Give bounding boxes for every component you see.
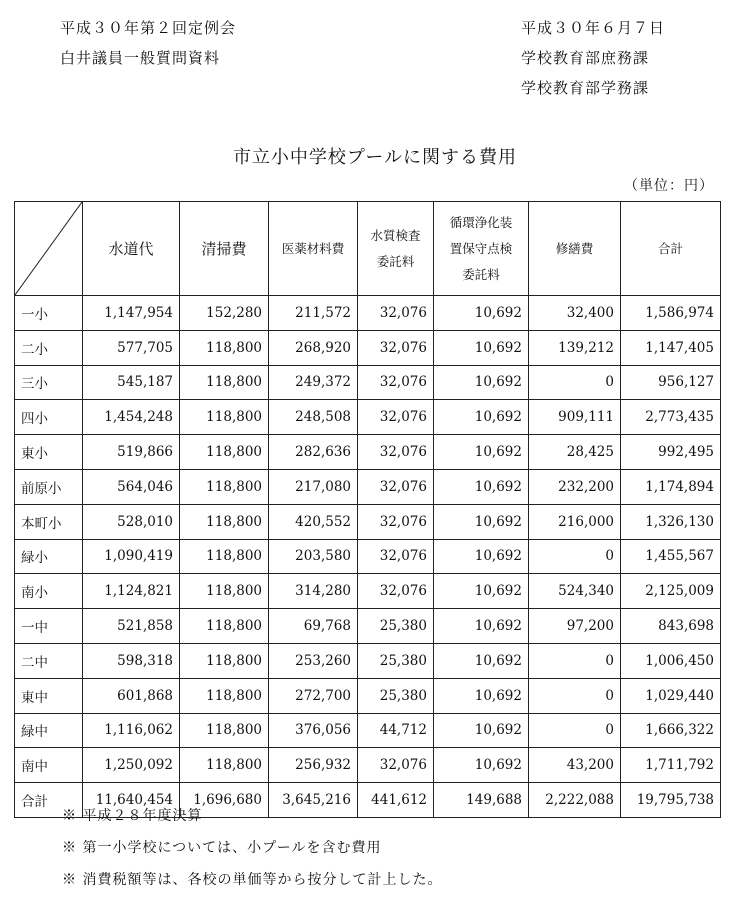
table-cell: 1,455,567 [621,539,721,574]
note-2: ※ 第一小学校については、小プールを含む費用 [62,840,382,856]
col-header-water-test [358,202,434,296]
table-cell: 32,076 [358,748,434,783]
table-row [15,330,721,365]
table-cell: 528,010 [83,504,180,539]
table-cell: 1,174,894 [621,469,721,504]
table-cell: 268,920 [269,330,358,365]
table-header-row [15,202,721,296]
table-cell: 564,046 [83,469,180,504]
table-row [15,678,721,713]
document-title: 市立小中学校プールに関する費用 [232,147,518,168]
table-cell: 32,076 [358,400,434,435]
table-cell: 577,705 [83,330,180,365]
col-header-medical: 医薬材料費 [269,202,358,296]
table-row [15,365,721,400]
table-cell: 1,116,062 [83,713,180,748]
table-cell: 217,080 [269,469,358,504]
table-cell: 256,932 [269,748,358,783]
row-label: 一小 [15,296,83,331]
department-2: 学校教育部学務課 [521,79,650,97]
table-cell: 0 [529,643,621,678]
table-cell: 1,147,954 [83,296,180,331]
table-cell: 376,056 [269,713,358,748]
table-cell: 909,111 [529,400,621,435]
table-cell: 1,711,792 [621,748,721,783]
row-label: 南小 [15,574,83,609]
table-cell: 441,612 [358,783,434,818]
row-label: 南中 [15,748,83,783]
row-label: 緑小 [15,539,83,574]
table-row [15,643,721,678]
table-cell: 32,076 [358,296,434,331]
table-cell: 0 [529,539,621,574]
table-cell: 10,692 [434,643,529,678]
document-date: 平成３０年６月７日 [521,19,666,37]
table-cell: 10,692 [434,469,529,504]
table-cell: 25,380 [358,609,434,644]
table-cell: 10,692 [434,574,529,609]
table-cell: 118,800 [180,504,269,539]
table-row [15,574,721,609]
table-cell: 601,868 [83,678,180,713]
table-cell: 118,800 [180,400,269,435]
table-cell: 10,692 [434,296,529,331]
table-cell: 521,858 [83,609,180,644]
col-header-water: 水道代 [83,202,180,296]
table-cell: 598,318 [83,643,180,678]
table-cell: 249,372 [269,365,358,400]
notes [62,800,442,896]
table-cell: 118,800 [180,574,269,609]
row-label: 東中 [15,678,83,713]
row-label: 一中 [15,609,83,644]
note-1: ※ 平成２８年度決算 [62,808,203,824]
table-cell: 118,800 [180,643,269,678]
table-cell: 0 [529,678,621,713]
table-cell: 118,800 [180,469,269,504]
row-label: 二小 [15,330,83,365]
table-cell: 0 [529,365,621,400]
table-cell: 216,000 [529,504,621,539]
header-left [60,13,236,73]
table-cell: 1,250,092 [83,748,180,783]
table-cell: 10,692 [434,539,529,574]
diagonal-line [15,202,82,295]
table-cell: 10,692 [434,713,529,748]
table-cell: 420,552 [269,504,358,539]
table-cell: 248,508 [269,400,358,435]
table-row [15,748,721,783]
row-label: 四小 [15,400,83,435]
table-cell: 843,698 [621,609,721,644]
table-cell: 152,280 [180,296,269,331]
table-cell: 43,200 [529,748,621,783]
table-cell: 1,696,680 [180,783,269,818]
table-cell: 0 [529,713,621,748]
table-cell: 10,692 [434,504,529,539]
row-label: 三小 [15,365,83,400]
table-cell: 1,454,248 [83,400,180,435]
table-cell: 44,712 [358,713,434,748]
table-cell: 232,200 [529,469,621,504]
table-cell: 2,222,088 [529,783,621,818]
row-label: 東小 [15,435,83,470]
table-cell: 1,090,419 [83,539,180,574]
table-cell: 3,645,216 [269,783,358,818]
row-label: 前原小 [15,469,83,504]
table-cell: 10,692 [434,748,529,783]
table-row [15,504,721,539]
table-cell: 118,800 [180,678,269,713]
table-row [15,609,721,644]
table-cell: 32,076 [358,330,434,365]
cost-table [14,201,721,818]
col-header-total: 合計 [621,202,721,296]
table-cell: 203,580 [269,539,358,574]
table-cell: 314,280 [269,574,358,609]
table-row [15,469,721,504]
row-label: 二中 [15,643,83,678]
table-cell: 1,147,405 [621,330,721,365]
table-cell: 956,127 [621,365,721,400]
table-cell: 118,800 [180,435,269,470]
table-cell: 1,586,974 [621,296,721,331]
table-cell: 992,495 [621,435,721,470]
table-cell: 118,800 [180,365,269,400]
corner-cell [15,202,83,296]
table-cell: 118,800 [180,748,269,783]
table-cell: 272,700 [269,678,358,713]
table-cell: 19,795,738 [621,783,721,818]
table-cell: 1,006,450 [621,643,721,678]
table-cell: 545,187 [83,365,180,400]
table-cell: 139,212 [529,330,621,365]
table-cell: 69,768 [269,609,358,644]
table-cell: 1,124,821 [83,574,180,609]
col-header-cleaning: 清掃費 [180,202,269,296]
table-cell: 10,692 [434,330,529,365]
table-cell: 10,692 [434,400,529,435]
table-cell: 10,692 [434,609,529,644]
row-label: 緑中 [15,713,83,748]
table-cell: 32,076 [358,539,434,574]
table-cell: 524,340 [529,574,621,609]
col-header-repair: 修繕費 [529,202,621,296]
table-row [15,435,721,470]
material-label: 白井議員一般質問資料 [60,49,221,67]
table-cell: 32,076 [358,435,434,470]
note-3: ※ 消費税額等は、各校の単価等から按分して計上した。 [62,872,443,888]
table-row [15,539,721,574]
table-cell: 118,800 [180,330,269,365]
row-label: 本町小 [15,504,83,539]
table-cell: 2,773,435 [621,400,721,435]
table-cell: 1,326,130 [621,504,721,539]
table-cell: 253,260 [269,643,358,678]
table-cell: 282,636 [269,435,358,470]
department-1: 学校教育部庶務課 [521,49,650,67]
table-cell: 97,200 [529,609,621,644]
session-label: 平成３０年第２回定例会 [60,19,237,37]
table-cell: 32,076 [358,574,434,609]
table-row [15,400,721,435]
table-cell: 11,640,454 [83,783,180,818]
table-cell: 32,076 [358,469,434,504]
row-label: 合計 [15,783,83,818]
table-cell: 1,029,440 [621,678,721,713]
table-cell: 118,800 [180,609,269,644]
header-right [521,13,665,103]
filtration-header-text: 循環浄化装 置保守点検 委託料 [449,214,513,282]
unit-label: （単位：円） [624,178,714,194]
table-cell: 10,692 [434,678,529,713]
table-cell: 25,380 [358,678,434,713]
table-cell: 2,125,009 [621,574,721,609]
table-row [15,296,721,331]
table-row [15,713,721,748]
table-cell: 1,666,322 [621,713,721,748]
table-cell: 211,572 [269,296,358,331]
table-cell: 32,400 [529,296,621,331]
table-cell: 118,800 [180,713,269,748]
table-cell: 10,692 [434,365,529,400]
table-cell: 28,425 [529,435,621,470]
table-cell: 118,800 [180,539,269,574]
water-test-header-text: 水質検査 委託料 [370,227,421,269]
table-cell: 25,380 [358,643,434,678]
col-header-filtration [434,202,529,296]
table-cell: 32,076 [358,504,434,539]
table-cell: 32,076 [358,365,434,400]
table-cell: 149,688 [434,783,529,818]
table-cell: 10,692 [434,435,529,470]
table-cell: 519,866 [83,435,180,470]
table-body [15,296,721,818]
